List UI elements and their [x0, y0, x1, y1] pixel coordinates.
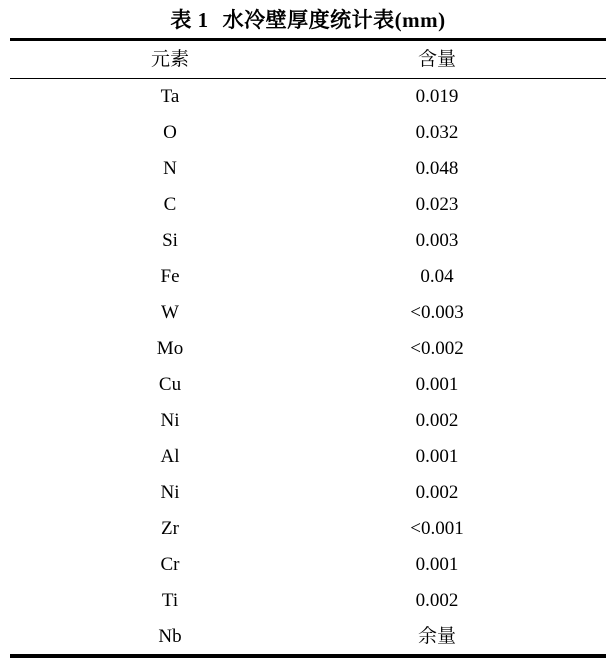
table-row — [10, 259, 606, 295]
element-cell: Ta — [160, 86, 180, 108]
element-cell: Al — [160, 445, 180, 467]
column-header-content: 含量 — [417, 48, 456, 70]
table-row — [10, 187, 606, 223]
table-header-row — [10, 41, 606, 78]
content-cell: 0.002 — [415, 481, 459, 503]
table-row — [10, 367, 606, 403]
table-body — [10, 79, 606, 654]
table-row — [10, 223, 606, 259]
table-row — [10, 474, 606, 510]
table-row — [10, 510, 606, 546]
content-cell: 0.001 — [415, 373, 459, 395]
content-cell: 余量 — [417, 625, 456, 647]
element-cell: Nb — [158, 625, 182, 647]
table-row — [10, 402, 606, 438]
table-row — [10, 295, 606, 331]
content-cell: 0.001 — [415, 553, 459, 575]
element-cell: N — [163, 158, 177, 180]
element-cell: Cu — [158, 373, 182, 395]
table-row — [10, 115, 606, 151]
table-row — [10, 331, 606, 367]
table-caption-number: 表 1 — [170, 8, 209, 32]
element-cell: O — [163, 122, 177, 144]
content-cell: 0.019 — [415, 86, 459, 108]
table-row — [10, 79, 606, 115]
content-cell: <0.003 — [410, 302, 464, 324]
table-row — [10, 582, 606, 618]
element-cell: Mo — [156, 338, 184, 360]
element-cell: Ni — [160, 409, 180, 431]
content-cell: 0.003 — [415, 230, 459, 252]
content-cell: <0.002 — [410, 338, 464, 360]
content-cell: 0.002 — [415, 589, 459, 611]
table-row — [10, 546, 606, 582]
element-cell: Ti — [161, 589, 179, 611]
content-cell: 0.023 — [415, 194, 459, 216]
content-cell: 0.002 — [415, 409, 459, 431]
content-cell: <0.001 — [410, 517, 464, 539]
table-caption — [10, 4, 606, 36]
table-row — [10, 151, 606, 187]
element-cell: Cr — [160, 553, 180, 575]
content-cell: 0.04 — [420, 266, 454, 288]
table-caption-title: 水冷壁厚度统计表(mm) — [222, 8, 446, 32]
content-cell: 0.032 — [415, 122, 459, 144]
element-cell: W — [161, 302, 179, 324]
element-cell: Ni — [160, 481, 180, 503]
table-bottom-rule — [10, 654, 606, 658]
column-header-element: 元素 — [150, 48, 189, 70]
content-cell: 0.048 — [415, 158, 459, 180]
table-row — [10, 618, 606, 654]
element-cell: Zr — [161, 517, 179, 539]
table-row — [10, 438, 606, 474]
element-cell: Si — [162, 230, 178, 252]
element-cell: Fe — [160, 266, 180, 288]
element-cell: C — [163, 194, 177, 216]
content-cell: 0.001 — [415, 445, 459, 467]
